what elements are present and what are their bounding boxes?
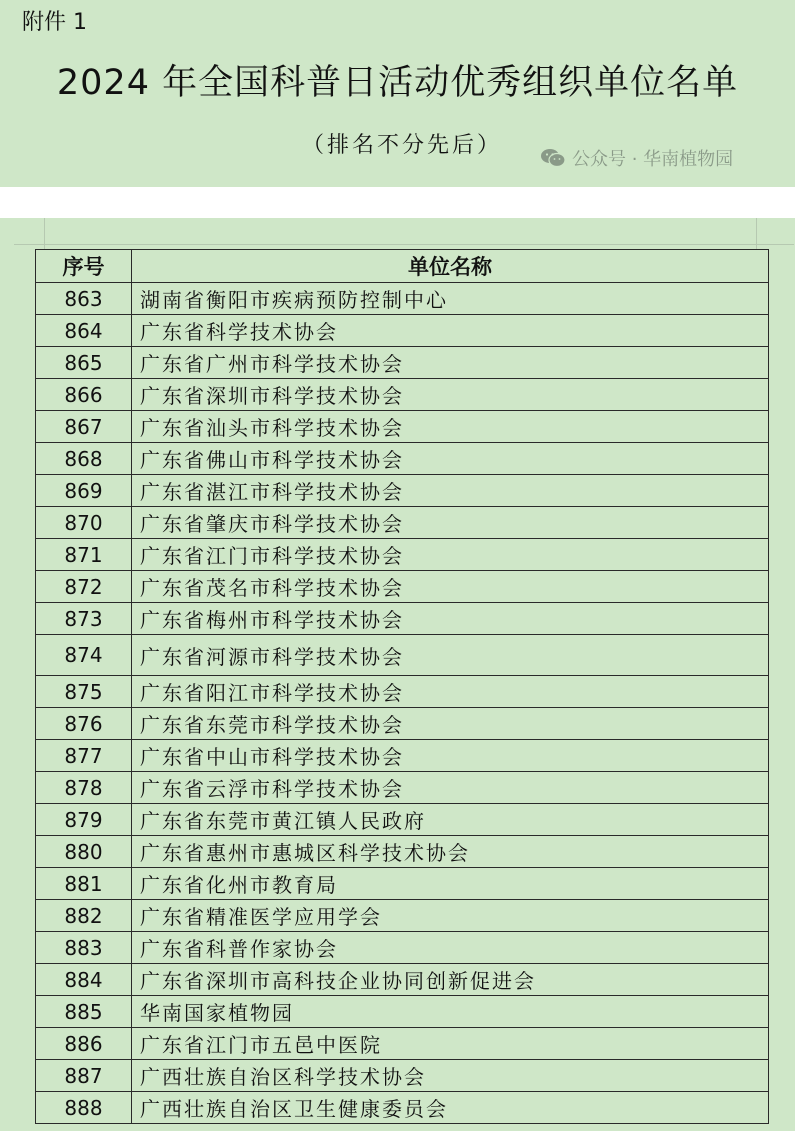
row-number: 888	[36, 1092, 132, 1124]
organization-name: 广东省惠州市惠城区科学技术协会	[132, 836, 769, 868]
organization-name: 华南国家植物园	[132, 996, 769, 1028]
organization-name: 广东省中山市科学技术协会	[132, 740, 769, 772]
table-row	[36, 443, 769, 475]
watermark-text: 公众号 · 华南植物园	[572, 149, 734, 170]
row-number: 866	[36, 379, 132, 411]
organization-name: 广东省湛江市科学技术协会	[132, 475, 769, 507]
row-number: 887	[36, 1060, 132, 1092]
row-number: 867	[36, 411, 132, 443]
table-row	[36, 635, 769, 676]
table-row	[36, 676, 769, 708]
organization-name: 广东省深圳市高科技企业协同创新促进会	[132, 964, 769, 996]
header-panel	[0, 0, 795, 187]
table-row	[36, 315, 769, 347]
table-row	[36, 379, 769, 411]
organization-name: 广东省精准医学应用学会	[132, 900, 769, 932]
document-title: 2024 年全国科普日活动优秀组织单位名单	[56, 63, 739, 103]
table-row	[36, 283, 769, 315]
row-number: 875	[36, 676, 132, 708]
row-number: 885	[36, 996, 132, 1028]
organization-name: 广东省茂名市科学技术协会	[132, 571, 769, 603]
table-row	[36, 571, 769, 603]
row-number: 863	[36, 283, 132, 315]
table-row	[36, 539, 769, 571]
table-row	[36, 740, 769, 772]
row-number: 871	[36, 539, 132, 571]
organization-name: 广东省江门市科学技术协会	[132, 539, 769, 571]
organization-name: 广东省科普作家协会	[132, 932, 769, 964]
row-number: 882	[36, 900, 132, 932]
grid-line	[756, 218, 757, 250]
row-number: 870	[36, 507, 132, 539]
organization-name: 广东省梅州市科学技术协会	[132, 603, 769, 635]
organization-name: 广东省化州市教育局	[132, 868, 769, 900]
table-panel	[0, 218, 795, 1131]
table-row	[36, 804, 769, 836]
row-number: 880	[36, 836, 132, 868]
table-row	[36, 1060, 769, 1092]
row-number: 886	[36, 1028, 132, 1060]
organization-name: 广东省佛山市科学技术协会	[132, 443, 769, 475]
document-subtitle: （排名不分先后）	[302, 133, 503, 158]
organization-name: 广东省汕头市科学技术协会	[132, 411, 769, 443]
table-row	[36, 836, 769, 868]
organization-name: 广西壮族自治区卫生健康委员会	[132, 1092, 769, 1124]
row-number: 876	[36, 708, 132, 740]
row-number: 877	[36, 740, 132, 772]
row-number: 883	[36, 932, 132, 964]
table-row	[36, 411, 769, 443]
table-row	[36, 772, 769, 804]
table-row	[36, 932, 769, 964]
organization-table	[35, 249, 769, 1124]
column-header-name: 单位名称	[132, 250, 769, 283]
row-number: 868	[36, 443, 132, 475]
row-number: 864	[36, 315, 132, 347]
table-row	[36, 507, 769, 539]
table-row	[36, 1092, 769, 1124]
organization-name: 广东省肇庆市科学技术协会	[132, 507, 769, 539]
row-number: 865	[36, 347, 132, 379]
row-number: 884	[36, 964, 132, 996]
organization-name: 广东省东莞市黄江镇人民政府	[132, 804, 769, 836]
row-number: 872	[36, 571, 132, 603]
table-row	[36, 603, 769, 635]
row-number: 869	[36, 475, 132, 507]
watermark	[540, 145, 733, 171]
table-row	[36, 1028, 769, 1060]
table-body	[36, 283, 769, 1124]
grid-line	[14, 244, 794, 245]
organization-name: 湖南省衡阳市疾病预防控制中心	[132, 283, 769, 315]
table-row	[36, 475, 769, 507]
table-row	[36, 868, 769, 900]
attachment-label: 附件 1	[22, 10, 87, 35]
organization-name: 广东省江门市五邑中医院	[132, 1028, 769, 1060]
table-header-row	[36, 250, 769, 283]
wechat-icon	[540, 148, 566, 168]
organization-name: 广东省东莞市科学技术协会	[132, 708, 769, 740]
table-row	[36, 996, 769, 1028]
grid-line	[44, 218, 45, 250]
table-row	[36, 347, 769, 379]
organization-name: 广东省阳江市科学技术协会	[132, 676, 769, 708]
organization-name: 广东省科学技术协会	[132, 315, 769, 347]
table-row	[36, 708, 769, 740]
organization-name: 广西壮族自治区科学技术协会	[132, 1060, 769, 1092]
row-number: 874	[36, 635, 132, 676]
table-row	[36, 964, 769, 996]
row-number: 878	[36, 772, 132, 804]
table-row	[36, 900, 769, 932]
organization-name: 广东省深圳市科学技术协会	[132, 379, 769, 411]
organization-name: 广东省广州市科学技术协会	[132, 347, 769, 379]
column-header-number: 序号	[36, 250, 132, 283]
row-number: 881	[36, 868, 132, 900]
organization-name: 广东省云浮市科学技术协会	[132, 772, 769, 804]
row-number: 879	[36, 804, 132, 836]
organization-name: 广东省河源市科学技术协会	[132, 635, 769, 676]
row-number: 873	[36, 603, 132, 635]
